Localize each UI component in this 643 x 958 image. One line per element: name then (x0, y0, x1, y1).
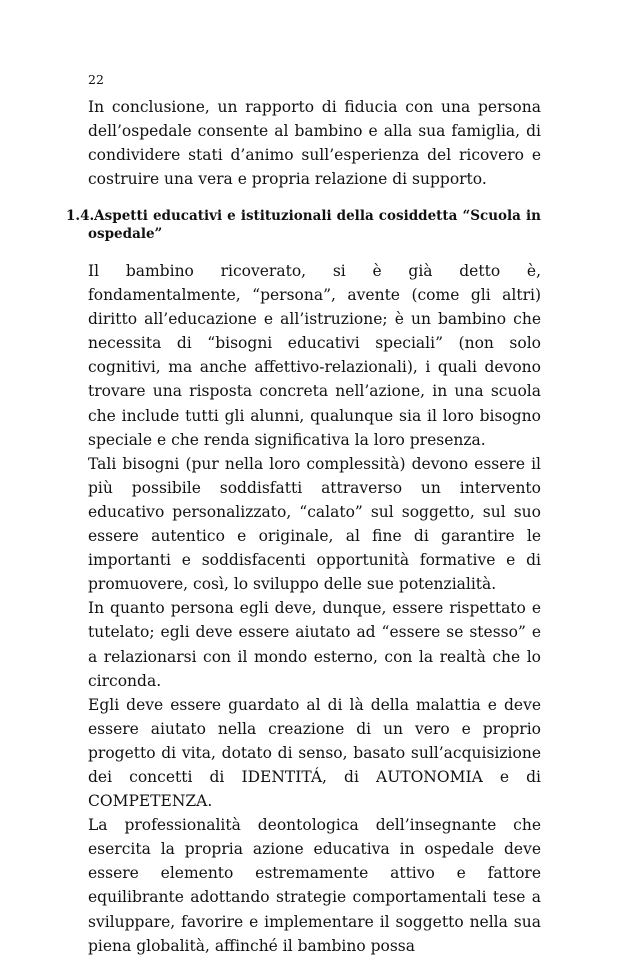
heading-word: “Scuola (462, 208, 521, 224)
body-text (88, 259, 541, 958)
body-paragraph: In quanto persona egli deve, dunque, essere rispettato e tutelato; egli deve essere aiutato ad “essere se stesso” e a relazionarsi con il mondo esterno, con la realtà che lo circonda. (88, 599, 541, 690)
section-heading (66, 207, 541, 243)
body-paragraph: Il bambino ricoverato, si è già detto è, fondamentalmente, “persona”, avente (come gli altri) diritto all’educazione e all’istruzione; è un bambino che necessita di “bisogni educativi speciali” (non solo cognitivi, ma anche affettivo-relazionali), i quali devono trovare una risposta concreta nell’azione, in una scuola che include tutti gli alunni, qualunque sia il loro bisogno speciale e che renda significativa la loro presenza. (88, 262, 541, 449)
body-paragraph: Tali bisogni (pur nella loro complessità) devono essere il più possibile soddisfatti attraverso un intervento educativo personalizzato, “calato” sul soggetto, sul suo essere autentico e originale, al fine di garantire le importanti e soddisfacenti opportunità formative e di promuovere, così, lo sviluppo delle sue potenzialità. (88, 454, 541, 594)
heading-word: educativi (152, 208, 223, 224)
section-heading-line2: ospedale” (88, 226, 163, 242)
heading-word: 1.4.Aspetti (66, 208, 148, 224)
intro-paragraph-text: In conclusione, un rapporto di fiducia con una persona dell’ospedale consente al bambino e alla sua famiglia, di condividere stati d’animo sull’esperienza del ricovero e costruire una vera e propria relazione di supporto. (88, 98, 541, 189)
body-paragraph: Egli deve essere guardato al di là della malattia e deve essere aiutato nella creazione di un vero e proprio progetto di vita, dotato di senso, basato sull’acquisizione dei concetti di IDENTITÁ, di AUTONOMIA e di COMPETENZA. (88, 695, 541, 811)
body-paragraph: La professionalità deontologica dell’insegnante che esercita la propria azione educativa in ospedale deve essere elemento estremamente attivo e fattore equilibrante adottando strategie comportamentali tese a sviluppare, favorire e implementare il soggetto nella sua piena globalità, affinché il bambino possa (88, 816, 541, 955)
section-heading-line1 (66, 207, 541, 225)
heading-word: e (227, 208, 236, 224)
page-number: 22 (88, 72, 104, 87)
intro-block (88, 95, 541, 191)
heading-word: cosiddetta (378, 208, 458, 224)
heading-word: istituzionali (240, 208, 332, 224)
intro-paragraph (88, 95, 541, 191)
heading-word: della (336, 208, 374, 224)
heading-word: in (525, 208, 541, 224)
